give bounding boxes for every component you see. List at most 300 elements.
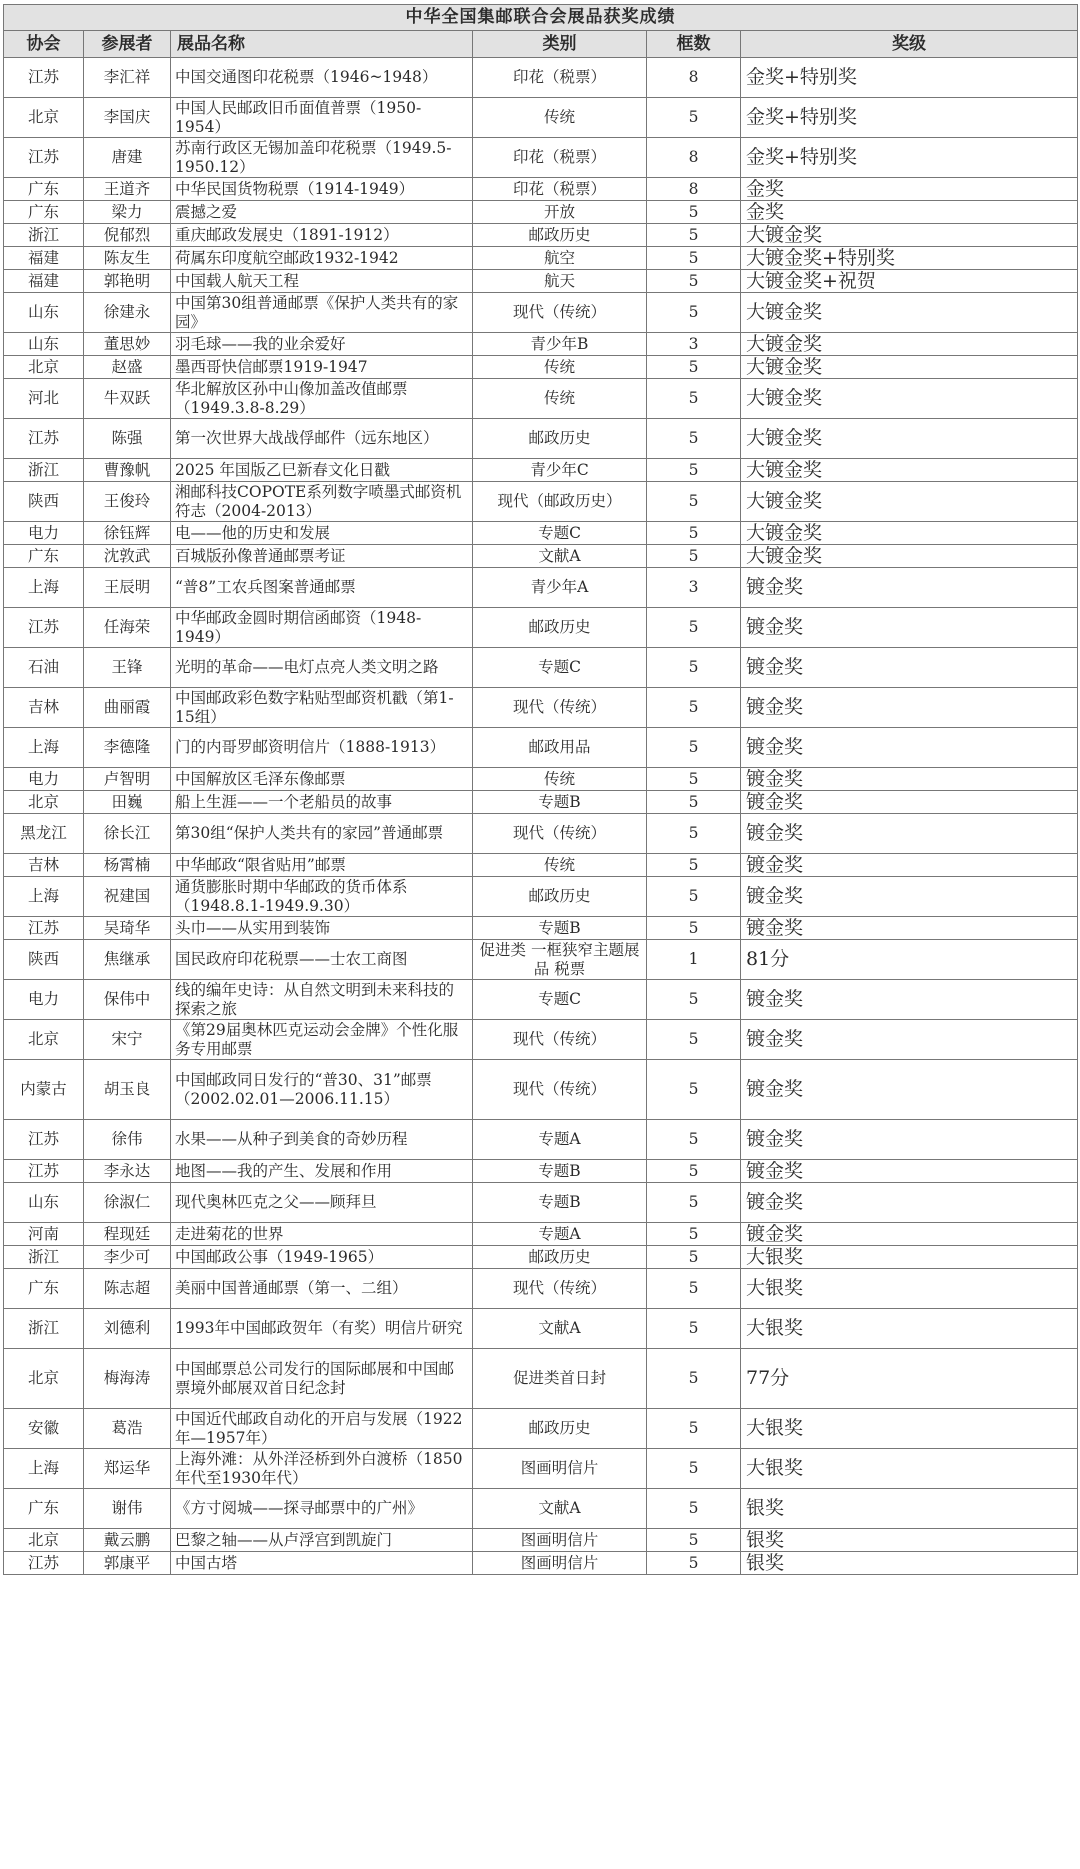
cell-association: 江苏 <box>4 1120 84 1160</box>
table-row <box>4 545 1078 568</box>
cell-exhibit: 中国邮政同日发行的“普30、31”邮票（2002.02.01—2006.11.15） <box>171 1060 473 1120</box>
table-title: 中华全国集邮联合会展品获奖成绩 <box>4 5 1078 31</box>
cell-category: 传统 <box>473 854 647 877</box>
header-association: 协会 <box>4 31 84 58</box>
cell-entrant: 王俊玲 <box>84 482 171 522</box>
cell-frames: 5 <box>647 522 741 545</box>
cell-frames: 5 <box>647 1020 741 1060</box>
cell-award: 大镀金奖 <box>741 545 1078 568</box>
cell-entrant: 刘德利 <box>84 1309 171 1349</box>
awards-sheet <box>3 4 1077 1575</box>
cell-award: 大银奖 <box>741 1409 1078 1449</box>
cell-frames: 5 <box>647 814 741 854</box>
cell-exhibit: 《方寸阅城——探寻邮票中的广州》 <box>171 1489 473 1529</box>
cell-award: 镀金奖 <box>741 728 1078 768</box>
cell-exhibit: 美丽中国普通邮票（第一、二组） <box>171 1269 473 1309</box>
cell-category: 青少年C <box>473 459 647 482</box>
table-row <box>4 459 1078 482</box>
cell-entrant: 董思妙 <box>84 333 171 356</box>
cell-entrant: 徐淑仁 <box>84 1183 171 1223</box>
cell-category: 现代（传统） <box>473 293 647 333</box>
cell-category: 传统 <box>473 768 647 791</box>
cell-exhibit: 震撼之爱 <box>171 201 473 224</box>
cell-award: 镀金奖 <box>741 1160 1078 1183</box>
cell-category: 邮政历史 <box>473 224 647 247</box>
cell-association: 北京 <box>4 791 84 814</box>
cell-entrant: 戴云鹏 <box>84 1529 171 1552</box>
table-row <box>4 1269 1078 1309</box>
cell-frames: 8 <box>647 138 741 178</box>
cell-exhibit: 通货膨胀时期中华邮政的货币体系（1948.8.1-1949.9.30） <box>171 877 473 917</box>
cell-frames: 5 <box>647 1246 741 1269</box>
cell-exhibit: 中国邮政彩色数字粘贴型邮资机戳（第1-15组） <box>171 688 473 728</box>
cell-entrant: 梅海涛 <box>84 1349 171 1409</box>
table-row <box>4 917 1078 940</box>
cell-entrant: 葛浩 <box>84 1409 171 1449</box>
cell-frames: 5 <box>647 1409 741 1449</box>
cell-category: 邮政历史 <box>473 608 647 648</box>
cell-frames: 5 <box>647 854 741 877</box>
cell-award: 镀金奖 <box>741 814 1078 854</box>
cell-category: 印花（税票） <box>473 58 647 98</box>
cell-association: 吉林 <box>4 688 84 728</box>
cell-entrant: 李国庆 <box>84 98 171 138</box>
cell-category: 印花（税票） <box>473 138 647 178</box>
cell-association: 上海 <box>4 728 84 768</box>
cell-award: 镀金奖 <box>741 768 1078 791</box>
cell-association: 北京 <box>4 356 84 379</box>
cell-frames: 5 <box>647 419 741 459</box>
cell-award: 大镀金奖 <box>741 522 1078 545</box>
cell-association: 广东 <box>4 178 84 201</box>
cell-frames: 5 <box>647 459 741 482</box>
table-row <box>4 1309 1078 1349</box>
cell-category: 邮政历史 <box>473 1246 647 1269</box>
cell-entrant: 王辰明 <box>84 568 171 608</box>
cell-association: 江苏 <box>4 1552 84 1575</box>
cell-category: 专题C <box>473 980 647 1020</box>
cell-entrant: 倪郁烈 <box>84 224 171 247</box>
table-row <box>4 814 1078 854</box>
cell-frames: 5 <box>647 648 741 688</box>
cell-frames: 5 <box>647 224 741 247</box>
header-entrant: 参展者 <box>84 31 171 58</box>
header-award: 奖级 <box>741 31 1078 58</box>
cell-entrant: 胡玉良 <box>84 1060 171 1120</box>
cell-entrant: 牛双跃 <box>84 379 171 419</box>
cell-entrant: 唐建 <box>84 138 171 178</box>
cell-award: 大镀金奖+祝贺 <box>741 270 1078 293</box>
cell-category: 现代（传统） <box>473 1020 647 1060</box>
table-row <box>4 98 1078 138</box>
cell-association: 广东 <box>4 1489 84 1529</box>
cell-entrant: 徐伟 <box>84 1120 171 1160</box>
cell-frames: 8 <box>647 58 741 98</box>
cell-exhibit: 电——他的历史和发展 <box>171 522 473 545</box>
table-row <box>4 522 1078 545</box>
table-row <box>4 1349 1078 1409</box>
cell-exhibit: “普8”工农兵图案普通邮票 <box>171 568 473 608</box>
cell-category: 专题B <box>473 791 647 814</box>
cell-award: 镀金奖 <box>741 1223 1078 1246</box>
cell-category: 促进类 一框狭窄主题展品 税票 <box>473 940 647 980</box>
cell-frames: 5 <box>647 1160 741 1183</box>
cell-exhibit: 巴黎之轴——从卢浮宫到凯旋门 <box>171 1529 473 1552</box>
cell-association: 江苏 <box>4 58 84 98</box>
cell-award: 金奖 <box>741 178 1078 201</box>
table-row <box>4 201 1078 224</box>
cell-exhibit: 中国邮票总公司发行的国际邮展和中国邮票境外邮展双首日纪念封 <box>171 1349 473 1409</box>
cell-award: 镀金奖 <box>741 1060 1078 1120</box>
cell-association: 北京 <box>4 1529 84 1552</box>
header-category: 类别 <box>473 31 647 58</box>
header-frames: 框数 <box>647 31 741 58</box>
cell-award: 大镀金奖+特别奖 <box>741 247 1078 270</box>
cell-exhibit: 中国古塔 <box>171 1552 473 1575</box>
cell-category: 青少年B <box>473 333 647 356</box>
cell-category: 航空 <box>473 247 647 270</box>
cell-category: 专题A <box>473 1223 647 1246</box>
cell-award: 大镀金奖 <box>741 356 1078 379</box>
cell-entrant: 谢伟 <box>84 1489 171 1529</box>
cell-exhibit: 《第29届奥林匹克运动会金牌》个性化服务专用邮票 <box>171 1020 473 1060</box>
cell-category: 邮政历史 <box>473 419 647 459</box>
cell-entrant: 焦继承 <box>84 940 171 980</box>
cell-award: 镀金奖 <box>741 980 1078 1020</box>
cell-exhibit: 墨西哥快信邮票1919-1947 <box>171 356 473 379</box>
cell-exhibit: 中华邮政金圆时期信函邮资（1948-1949） <box>171 608 473 648</box>
cell-award: 大银奖 <box>741 1309 1078 1349</box>
cell-frames: 5 <box>647 1060 741 1120</box>
cell-exhibit: 华北解放区孙中山像加盖改值邮票（1949.3.8-8.29） <box>171 379 473 419</box>
table-row <box>4 1160 1078 1183</box>
table-row <box>4 648 1078 688</box>
cell-frames: 1 <box>647 940 741 980</box>
cell-category: 传统 <box>473 98 647 138</box>
cell-award: 镀金奖 <box>741 917 1078 940</box>
cell-frames: 5 <box>647 791 741 814</box>
cell-exhibit: 国民政府印花税票——士农工商图 <box>171 940 473 980</box>
cell-entrant: 徐长江 <box>84 814 171 854</box>
cell-frames: 5 <box>647 917 741 940</box>
cell-exhibit: 苏南行政区无锡加盖印花税票（1949.5-1950.12） <box>171 138 473 178</box>
cell-entrant: 李少可 <box>84 1246 171 1269</box>
cell-award: 镀金奖 <box>741 608 1078 648</box>
cell-entrant: 郑运华 <box>84 1449 171 1489</box>
cell-association: 山东 <box>4 1183 84 1223</box>
cell-association: 浙江 <box>4 1246 84 1269</box>
cell-exhibit: 头巾——从实用到装饰 <box>171 917 473 940</box>
table-row <box>4 1489 1078 1529</box>
cell-award: 银奖 <box>741 1489 1078 1529</box>
cell-exhibit: 百城版孙像普通邮票考证 <box>171 545 473 568</box>
cell-award: 81分 <box>741 940 1078 980</box>
cell-association: 石油 <box>4 648 84 688</box>
cell-award: 金奖 <box>741 201 1078 224</box>
cell-award: 银奖 <box>741 1529 1078 1552</box>
cell-entrant: 王锋 <box>84 648 171 688</box>
cell-entrant: 田巍 <box>84 791 171 814</box>
cell-frames: 5 <box>647 1529 741 1552</box>
cell-frames: 5 <box>647 482 741 522</box>
cell-frames: 5 <box>647 1552 741 1575</box>
table-title-row <box>4 5 1078 31</box>
cell-frames: 5 <box>647 356 741 379</box>
cell-association: 安徽 <box>4 1409 84 1449</box>
table-row <box>4 688 1078 728</box>
table-row <box>4 356 1078 379</box>
table-row <box>4 791 1078 814</box>
table-row <box>4 333 1078 356</box>
cell-entrant: 陈志超 <box>84 1269 171 1309</box>
cell-exhibit: 水果——从种子到美食的奇妙历程 <box>171 1120 473 1160</box>
cell-entrant: 徐建永 <box>84 293 171 333</box>
table-row <box>4 58 1078 98</box>
cell-category: 邮政历史 <box>473 877 647 917</box>
table-row <box>4 1552 1078 1575</box>
cell-entrant: 任海荣 <box>84 608 171 648</box>
cell-category: 图画明信片 <box>473 1529 647 1552</box>
table-body <box>4 58 1078 1575</box>
table-header-row <box>4 31 1078 58</box>
table-row <box>4 247 1078 270</box>
table-row <box>4 1449 1078 1489</box>
cell-exhibit: 光明的革命——电灯点亮人类文明之路 <box>171 648 473 688</box>
table-row <box>4 482 1078 522</box>
cell-association: 电力 <box>4 980 84 1020</box>
cell-award: 镀金奖 <box>741 877 1078 917</box>
table-row <box>4 224 1078 247</box>
cell-exhibit: 羽毛球——我的业余爱好 <box>171 333 473 356</box>
cell-exhibit: 第一次世界大战战俘邮件（远东地区） <box>171 419 473 459</box>
table-row <box>4 1120 1078 1160</box>
cell-frames: 5 <box>647 270 741 293</box>
cell-category: 专题B <box>473 1183 647 1223</box>
header-exhibit: 展品名称 <box>171 31 473 58</box>
cell-exhibit: 2025 年国版乙巳新春文化日戳 <box>171 459 473 482</box>
cell-award: 大镀金奖 <box>741 379 1078 419</box>
cell-award: 镀金奖 <box>741 1120 1078 1160</box>
cell-association: 山东 <box>4 293 84 333</box>
cell-frames: 5 <box>647 1223 741 1246</box>
cell-category: 邮政历史 <box>473 1409 647 1449</box>
cell-award: 镀金奖 <box>741 854 1078 877</box>
cell-frames: 5 <box>647 1120 741 1160</box>
cell-entrant: 保伟中 <box>84 980 171 1020</box>
cell-category: 青少年A <box>473 568 647 608</box>
table-row <box>4 728 1078 768</box>
cell-frames: 5 <box>647 728 741 768</box>
cell-frames: 5 <box>647 608 741 648</box>
cell-association: 上海 <box>4 1449 84 1489</box>
cell-entrant: 沈敦武 <box>84 545 171 568</box>
cell-entrant: 陈友生 <box>84 247 171 270</box>
cell-frames: 5 <box>647 201 741 224</box>
table-row <box>4 854 1078 877</box>
cell-category: 图画明信片 <box>473 1552 647 1575</box>
cell-entrant: 梁力 <box>84 201 171 224</box>
cell-award: 镀金奖 <box>741 791 1078 814</box>
cell-category: 现代（传统） <box>473 1060 647 1120</box>
cell-category: 现代（传统） <box>473 688 647 728</box>
cell-entrant: 曹豫帆 <box>84 459 171 482</box>
cell-association: 内蒙古 <box>4 1060 84 1120</box>
cell-entrant: 王道齐 <box>84 178 171 201</box>
table-row <box>4 1409 1078 1449</box>
table-row <box>4 138 1078 178</box>
cell-entrant: 徐钰辉 <box>84 522 171 545</box>
table-row <box>4 1223 1078 1246</box>
cell-entrant: 曲丽霞 <box>84 688 171 728</box>
cell-award: 镀金奖 <box>741 648 1078 688</box>
cell-category: 专题B <box>473 917 647 940</box>
cell-exhibit: 门的内哥罗邮资明信片（1888-1913） <box>171 728 473 768</box>
cell-frames: 5 <box>647 545 741 568</box>
cell-entrant: 李汇祥 <box>84 58 171 98</box>
cell-exhibit: 现代奥林匹克之父——顾拜旦 <box>171 1183 473 1223</box>
awards-table <box>3 4 1078 1575</box>
cell-award: 大镀金奖 <box>741 482 1078 522</box>
table-row <box>4 270 1078 293</box>
cell-entrant: 卢智明 <box>84 768 171 791</box>
cell-entrant: 李永达 <box>84 1160 171 1183</box>
cell-category: 传统 <box>473 379 647 419</box>
cell-category: 航天 <box>473 270 647 293</box>
cell-category: 图画明信片 <box>473 1449 647 1489</box>
cell-exhibit: 船上生涯——一个老船员的故事 <box>171 791 473 814</box>
cell-association: 北京 <box>4 1020 84 1060</box>
table-row <box>4 608 1078 648</box>
cell-association: 福建 <box>4 270 84 293</box>
cell-category: 文献A <box>473 1309 647 1349</box>
cell-award: 77分 <box>741 1349 1078 1409</box>
cell-frames: 3 <box>647 568 741 608</box>
cell-frames: 5 <box>647 688 741 728</box>
cell-frames: 5 <box>647 768 741 791</box>
cell-exhibit: 上海外滩：从外洋泾桥到外白渡桥（1850年代至1930年代） <box>171 1449 473 1489</box>
cell-association: 山东 <box>4 333 84 356</box>
cell-category: 专题B <box>473 1160 647 1183</box>
cell-frames: 5 <box>647 1183 741 1223</box>
cell-association: 江苏 <box>4 1160 84 1183</box>
cell-exhibit: 中华民国货物税票（1914-1949） <box>171 178 473 201</box>
cell-category: 促进类首日封 <box>473 1349 647 1409</box>
cell-exhibit: 中国近代邮政自动化的开启与发展（1922年—1957年） <box>171 1409 473 1449</box>
table-row <box>4 877 1078 917</box>
cell-frames: 8 <box>647 178 741 201</box>
cell-exhibit: 第30组“保护人类共有的家园”普通邮票 <box>171 814 473 854</box>
cell-entrant: 郭艳明 <box>84 270 171 293</box>
cell-exhibit: 中国交通图印花税票（1946~1948） <box>171 58 473 98</box>
cell-frames: 5 <box>647 1489 741 1529</box>
cell-association: 北京 <box>4 1349 84 1409</box>
cell-exhibit: 中国人民邮政旧币面值普票（1950-1954） <box>171 98 473 138</box>
cell-entrant: 祝建国 <box>84 877 171 917</box>
cell-category: 现代（邮政历史） <box>473 482 647 522</box>
cell-association: 广东 <box>4 545 84 568</box>
cell-frames: 5 <box>647 1449 741 1489</box>
cell-frames: 5 <box>647 247 741 270</box>
table-row <box>4 568 1078 608</box>
table-row <box>4 1529 1078 1552</box>
cell-exhibit: 荷属东印度航空邮政1932-1942 <box>171 247 473 270</box>
cell-entrant: 赵盛 <box>84 356 171 379</box>
cell-category: 专题C <box>473 522 647 545</box>
cell-award: 金奖+特别奖 <box>741 98 1078 138</box>
cell-category: 邮政用品 <box>473 728 647 768</box>
cell-association: 陕西 <box>4 482 84 522</box>
cell-association: 河南 <box>4 1223 84 1246</box>
cell-entrant: 陈强 <box>84 419 171 459</box>
cell-frames: 5 <box>647 1349 741 1409</box>
cell-exhibit: 中国第30组普通邮票《保护人类共有的家园》 <box>171 293 473 333</box>
cell-association: 广东 <box>4 201 84 224</box>
cell-association: 江苏 <box>4 138 84 178</box>
cell-entrant: 李德隆 <box>84 728 171 768</box>
cell-award: 金奖+特别奖 <box>741 58 1078 98</box>
cell-association: 福建 <box>4 247 84 270</box>
table-row <box>4 1060 1078 1120</box>
cell-association: 电力 <box>4 768 84 791</box>
cell-exhibit: 湘邮科技COPOTE系列数字喷墨式邮资机符志（2004-2013） <box>171 482 473 522</box>
cell-category: 文献A <box>473 545 647 568</box>
cell-exhibit: 线的编年史诗：从自然文明到未来科技的探索之旅 <box>171 980 473 1020</box>
cell-entrant: 杨霄楠 <box>84 854 171 877</box>
table-row <box>4 379 1078 419</box>
cell-award: 大镀金奖 <box>741 419 1078 459</box>
table-row <box>4 1020 1078 1060</box>
cell-association: 吉林 <box>4 854 84 877</box>
cell-association: 上海 <box>4 877 84 917</box>
cell-category: 文献A <box>473 1489 647 1529</box>
cell-award: 镀金奖 <box>741 568 1078 608</box>
cell-category: 现代（传统） <box>473 814 647 854</box>
cell-association: 江苏 <box>4 917 84 940</box>
cell-category: 现代（传统） <box>473 1269 647 1309</box>
cell-association: 浙江 <box>4 224 84 247</box>
cell-frames: 5 <box>647 379 741 419</box>
cell-award: 大镀金奖 <box>741 293 1078 333</box>
cell-entrant: 宋宁 <box>84 1020 171 1060</box>
cell-association: 江苏 <box>4 419 84 459</box>
cell-association: 上海 <box>4 568 84 608</box>
table-row <box>4 768 1078 791</box>
cell-association: 陕西 <box>4 940 84 980</box>
cell-exhibit: 中国解放区毛泽东像邮票 <box>171 768 473 791</box>
cell-exhibit: 走进菊花的世界 <box>171 1223 473 1246</box>
table-row <box>4 940 1078 980</box>
cell-frames: 5 <box>647 1309 741 1349</box>
cell-exhibit: 1993年中国邮政贺年（有奖）明信片研究 <box>171 1309 473 1349</box>
cell-category: 开放 <box>473 201 647 224</box>
table-row <box>4 980 1078 1020</box>
cell-award: 金奖+特别奖 <box>741 138 1078 178</box>
cell-association: 广东 <box>4 1269 84 1309</box>
cell-exhibit: 地图——我的产生、发展和作用 <box>171 1160 473 1183</box>
cell-entrant: 吴琦华 <box>84 917 171 940</box>
table-row <box>4 1246 1078 1269</box>
table-row <box>4 419 1078 459</box>
cell-award: 大镀金奖 <box>741 459 1078 482</box>
cell-association: 北京 <box>4 98 84 138</box>
table-row <box>4 1183 1078 1223</box>
cell-category: 专题A <box>473 1120 647 1160</box>
cell-award: 镀金奖 <box>741 688 1078 728</box>
cell-exhibit: 中国邮政公事（1949-1965） <box>171 1246 473 1269</box>
cell-frames: 5 <box>647 1269 741 1309</box>
cell-frames: 5 <box>647 980 741 1020</box>
cell-entrant: 郭康平 <box>84 1552 171 1575</box>
